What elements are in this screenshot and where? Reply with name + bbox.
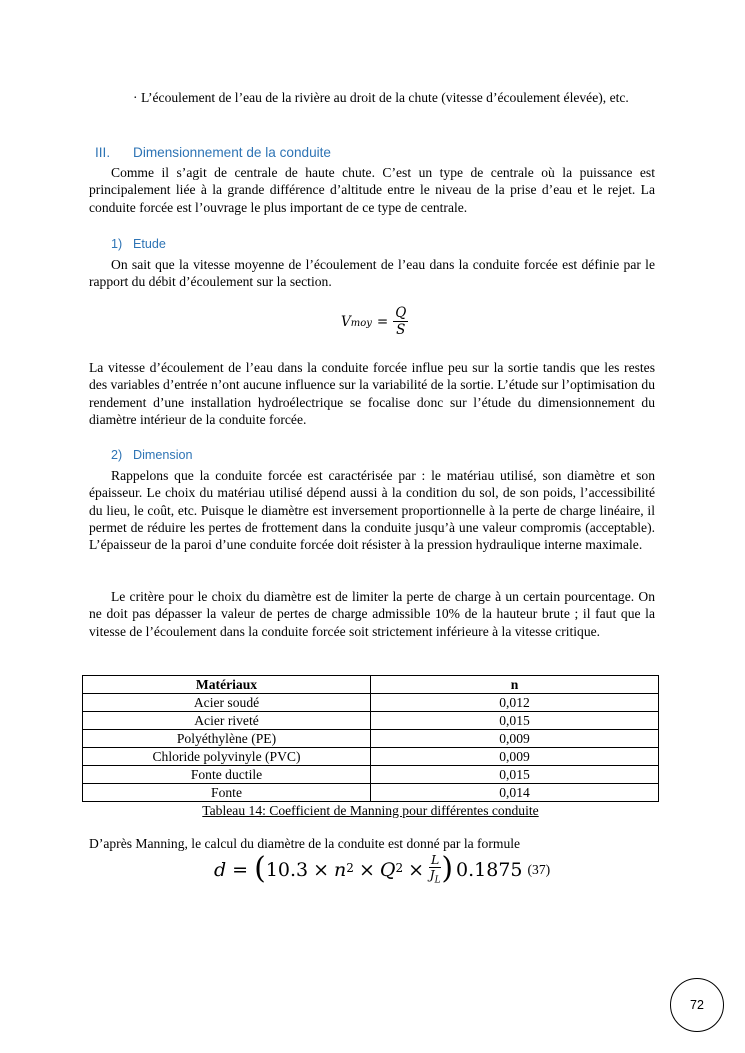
bullet-item <box>133 89 655 107</box>
table-row: Chloride polyvinyle (PVC) 0,009 <box>83 748 659 766</box>
subsection-number: 2) <box>111 448 123 462</box>
header-cell: n <box>371 676 659 694</box>
manning-formula: d = ( 10.3 × n $^2$ × Q $^2$ × $\frac{L}{J_L}$ ) 0.1875 (37) <box>214 851 551 886</box>
table-row: Acier soudé 0,012 <box>83 694 659 712</box>
fraction: $\frac{L}{J_L}$ <box>429 851 441 886</box>
bullet-marker: · <box>133 90 138 105</box>
section-3-paragraph: Comme il s’agit de centrale de haute chute. C’est un type de centrale où la puissance est principalement liée à la grande différence d’altitude entre le niveau de la prise d’eau et le rejet. La conduite forcée est l’ouvrage le plus important de ce type de centrale. <box>89 165 655 215</box>
subsection-heading-etude <box>111 237 166 251</box>
dimension-paragraph: Rappelons que la conduite forcée est caractérisée par : le matériau utilisé, son diamètre et son épaisseur. Le choix du matériau utilisé dépend aussi à la condition du sol, de son poids, l’accessibilité du lieu, le coût, etc. Puisque le diamètre est inversement proportionnelle à la perte de charge linéaire, il permet de réduire les pertes de frottement dans la conduite jusqu’à une valeur compromis (acceptable). L’épaisseur de la paroi d’une conduite forcée doit résister à la pression hydraulique interne maximale. <box>89 468 655 553</box>
table-row: Fonte 0,014 <box>83 784 659 802</box>
manning-intro: D’après Manning, le calcul du diamètre de la conduite est donné par la formule <box>89 836 521 851</box>
table-row: Acier riveté 0,015 <box>83 712 659 730</box>
etude-paragraph: On sait que la vitesse moyenne de l’écoulement de l’eau dans la conduite forcée est définie par le rapport du débit d’écoulement sur la section. <box>89 257 655 290</box>
subsection-title: Etude <box>133 237 166 251</box>
section-heading-3 <box>95 145 331 160</box>
manning-table-wrapper <box>82 675 659 819</box>
fraction: $\frac{Q}{S}$ <box>395 305 407 338</box>
etude-paragraph-2: La vitesse d’écoulement de l’eau dans la conduite forcée influe peu sur la sortie tandis que les restes des variables d’entrée n’ont aucune influence sur la variabilité de la sortie. L’étude sur l’optimisation du rendement d’une installation hydroélectrique se focalise donc sur l’étude du dimensionnement du diamètre intérieur de la conduite forcée. <box>89 360 655 427</box>
section-number: III. <box>95 145 111 160</box>
page-number: 72 <box>670 978 724 1032</box>
table-caption: Tableau 14: Coefficient de Manning pour différentes conduite <box>202 803 539 818</box>
subsection-number: 1) <box>111 237 123 251</box>
manning-table <box>82 675 659 802</box>
dimension-paragraph-2: Le critère pour le choix du diamètre est de limiter la perte de charge à un certain pourcentage. On ne doit pas dépasser la valeur de pertes de charge admissible 10% de la hauteur brute ; il faut que la vitesse de l’écoulement dans la conduite forcée soit strictement inférieure à la vitesse critique. <box>89 589 655 639</box>
table-row: Fonte ductile 0,015 <box>83 766 659 784</box>
section-title: Dimensionnement de la conduite <box>133 145 331 160</box>
bullet-text: L’écoulement de l’eau de la rivière au droit de la chute (vitesse d’écoulement élevée), etc. <box>140 90 629 105</box>
header-cell: Matériaux <box>83 676 371 694</box>
table-header-row <box>83 676 659 694</box>
subsection-heading-dimension <box>111 448 193 462</box>
subsection-title: Dimension <box>133 448 193 462</box>
velocity-formula: V $_{moy}$ = $\frac{Q}{S}$ <box>341 305 407 338</box>
equation-number: (37) <box>527 862 551 877</box>
table-row: Polyéthylène (PE) 0,009 <box>83 730 659 748</box>
